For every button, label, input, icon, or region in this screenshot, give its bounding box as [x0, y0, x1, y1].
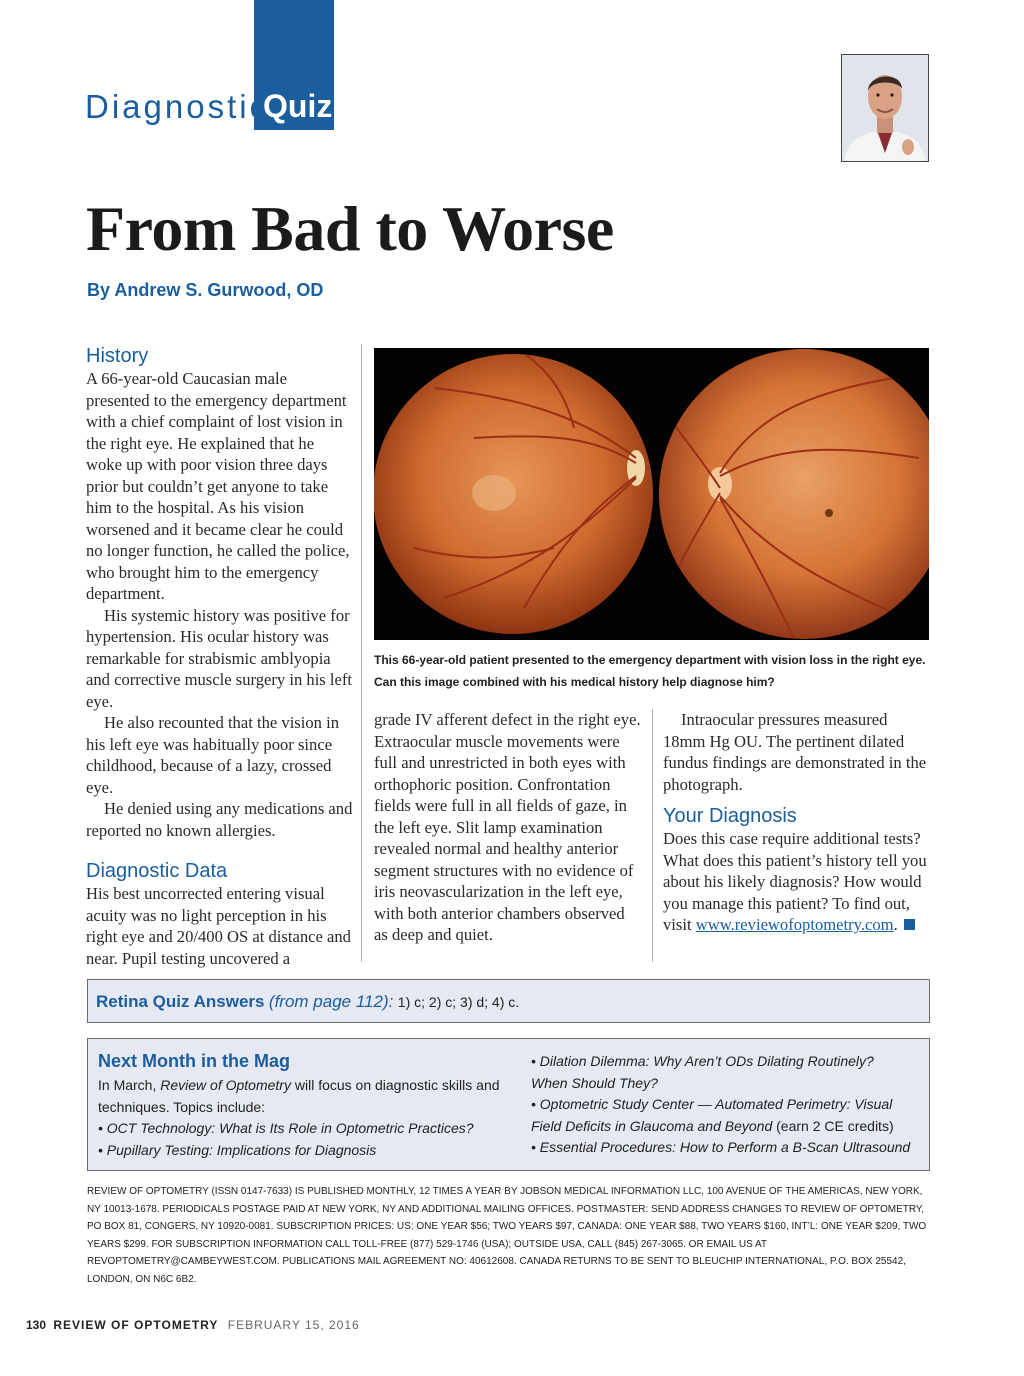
article-title: From Bad to Worse	[86, 193, 614, 264]
website-link[interactable]: www.reviewofoptometry.com	[695, 915, 894, 934]
right-paragraph-1: Intraocular pressures measured 18mm Hg OU. The pertinent dilated fundus findings are demonstrated in the photograph.	[663, 710, 927, 794]
history-heading: History	[86, 345, 149, 367]
history-paragraph-1: A 66-year-old Caucasian male presented to the emergency department with a chief complaint of lost vision in the right eye. He explained that he woke up with poor vision three days prior but couldn’t get anyone to take him to the hospital. As his vision worsened and it became clear he could no longer function, he called the police, who brought him to the emergency department.	[86, 369, 350, 603]
next-month-topic: • Essential Procedures: How to Perform a B-Scan Ultrasound	[531, 1139, 911, 1155]
right-paragraph-2	[663, 828, 931, 936]
next-month-intro-a: In March,	[98, 1077, 157, 1093]
column-divider-right	[652, 709, 653, 962]
column-divider-left	[361, 344, 362, 962]
right-paragraph-2-text: Does this case require additional tests? What does this patient’s history tell you about his likely diagnosis? How would you manage this patient? To find out, visit	[663, 829, 927, 934]
next-month-topic: • Dilation Dilemma: Why Aren’t ODs Dilating Routinely? When Should They?	[531, 1053, 874, 1091]
page-number: 130	[26, 1318, 47, 1332]
history-paragraph-4: He denied using any medications and reported no known allergies.	[86, 799, 353, 840]
retina-answers-page-ref: (from page 112):	[268, 992, 394, 1011]
next-month-box	[87, 1038, 930, 1171]
publication-fine-print: REVIEW OF OPTOMETRY (ISSN 0147-7633) IS PUBLISHED MONTHLY, 12 TIMES A YEAR BY JOBSON MEDICAL INFORMATION LLC, 100 AVENUE OF THE AMERICAS, NEW YORK, NY 10013-1678. PERIODICALS POSTAGE PAID AT NEW YORK, NY AND ADDITIONAL MAILING OFFICES. POSTMASTER: SEND ADDRESS CHANGES TO REVIEW OF OPTOMETRY, PO BOX 81, CONGERS, NY 10920-0081. SUBSCRIPTION PRICES: US: ONE YEAR $56; TWO YEARS $97, CANADA: ONE YEAR $88, TWO YEARS $160, INT’L: ONE YEAR $209, TWO YEARS $299. FOR SUBSCRIPTION INFORMATION CALL TOLL-FREE (877) 529-1746 (USA); OUTSIDE USA, CALL (845) 267-3065. OR EMAIL US AT REVOPTOMETRY@CAMBEYWEST.COM. PUBLICATIONS MAIL AGREEMENT NO: 40612608. CANADA RETURNS TO BE SENT TO BLEUCHIP INTERNATIONAL, P.O. BOX 25542, LONDON, ON N6C 6B2.	[87, 1186, 927, 1285]
middle-column	[374, 709, 642, 946]
author-photo	[841, 54, 929, 162]
middle-paragraph: grade IV afferent defect in the right eye. Extraocular muscle movements were full and unrestricted in both eyes with orthophoric position. Confrontation fields were full in all fields of gaze, in the left eye. Slit lamp examination revealed normal and healthy anterior segment structures with no evidence of iris neovascularization in the left eye, with both anterior chambers observed as deep and quiet.	[374, 710, 641, 944]
left-column	[86, 344, 354, 969]
retina-quiz-answers-box	[87, 979, 930, 1023]
next-month-topic: • Optometric Study Center — Automated Perimetry: Visual Field Deficits in Glaucoma and Beyond	[531, 1096, 893, 1134]
diagnostic-data-heading: Diagnostic Data	[86, 860, 228, 882]
kicker-word: Diagnostic	[85, 88, 270, 125]
next-month-left	[98, 1047, 518, 1161]
next-month-intro-b: will focus on diagnostic skills and techniques. Topics include:	[98, 1077, 500, 1115]
next-month-topic-with-credit	[531, 1094, 911, 1137]
next-month-intro	[98, 1075, 518, 1118]
magazine-name: REVIEW OF OPTOMETRY	[53, 1318, 219, 1332]
ce-credit-note: (earn 2 CE credits)	[776, 1117, 894, 1134]
next-month-topic: • OCT Technology: What is Its Role in Optometric Practices?	[98, 1120, 474, 1136]
diagnostic-data-paragraph: His best uncorrected entering visual acuity was no light perception in his right eye and 20/400 OS at distance and near. Pupil testing uncovered a	[86, 884, 351, 968]
history-paragraph-3: He also recounted that the vision in his left eye was habitually poor since childhood, because of a lazy, crossed eye.	[86, 713, 340, 797]
next-month-intro-magazine: Review of Optometry	[160, 1077, 291, 1093]
figure-caption: This 66-year-old patient presented to the emergency department with vision loss in the right eye. Can this image combined with his medical history help diagnose him?	[374, 653, 926, 689]
right-column	[663, 709, 931, 936]
next-month-topic: • Pupillary Testing: Implications for Diagnosis	[98, 1141, 377, 1158]
your-diagnosis-heading: Your Diagnosis	[663, 805, 797, 827]
next-month-title: Next Month in the Mag	[98, 1051, 290, 1071]
history-paragraph-2: His systemic history was positive for hypertension. His ocular history was remarkable for strabismic amblyopia and corrective muscle surgery in his left eye.	[86, 605, 353, 711]
fundus-photograph	[374, 348, 929, 640]
section-kicker	[85, 88, 333, 126]
retina-answers-label: Retina Quiz Answers	[96, 992, 265, 1011]
page-footer	[26, 1318, 360, 1332]
retina-answers-values: 1) c; 2) c; 3) d; 4) c.	[397, 994, 520, 1010]
next-month-right	[531, 1051, 911, 1159]
kicker-quiz: Quiz	[263, 88, 333, 124]
issue-date: FEBRUARY 15, 2016	[227, 1318, 360, 1332]
right-paragraph-2-end: .	[893, 915, 898, 934]
end-mark-icon	[904, 919, 915, 930]
byline: By Andrew S. Gurwood, OD	[87, 280, 324, 300]
